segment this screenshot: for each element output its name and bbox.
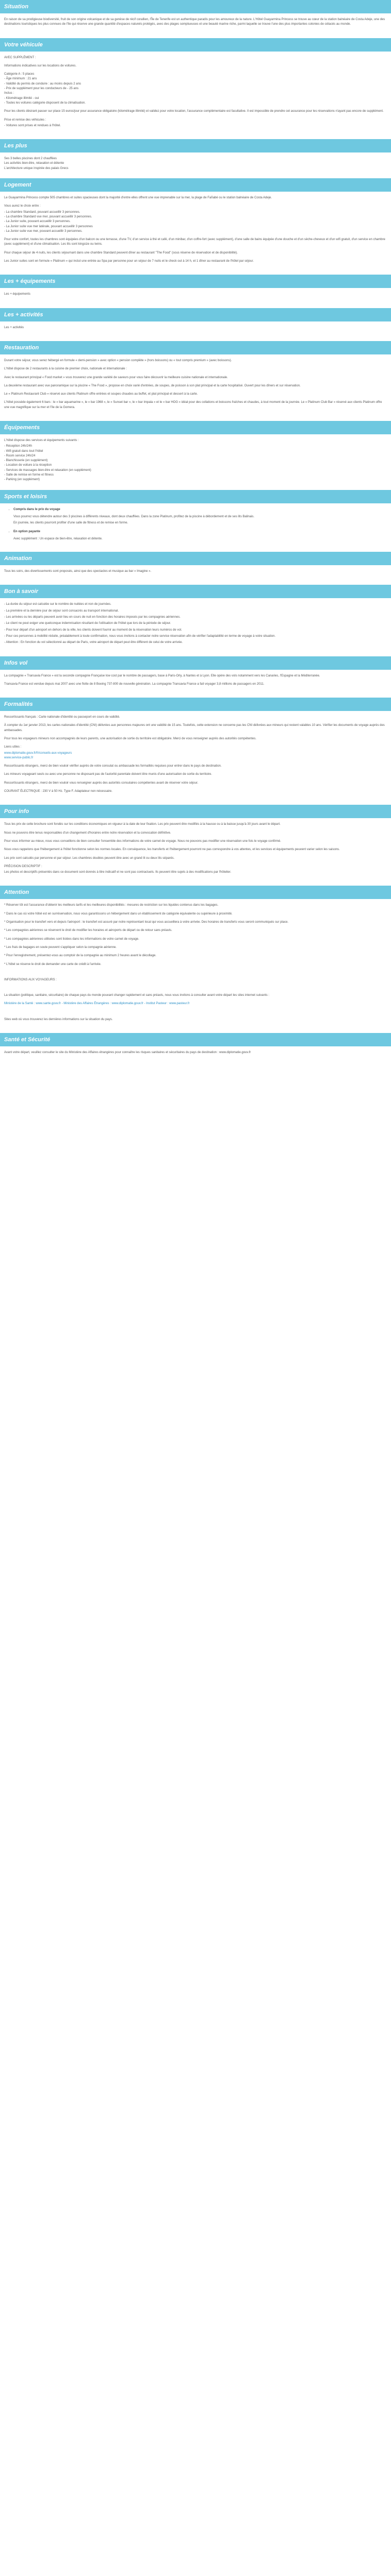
- restauration-paragraph: Le « Platinum Restaurant Club » réservé aux clients Platinum offre entrées et soupes chaudes au buffet, et plat principal et dessert à la carte.: [4, 393, 198, 396]
- section-animation: [0, 552, 391, 585]
- formalites-paragraph: Les mineurs voyageant seuls ou avec une personne ne disposant pas de l'autorité parentale doivent être munis d'une autorisation de sortie du territoire.: [4, 773, 212, 776]
- vehicule-paragraph: Prise et remise des véhicules :: [4, 118, 46, 122]
- section-title: Infos vol: [0, 656, 391, 670]
- formalites-paragraph: Ressortissants étrangers, merci de bien vouloir vérifier auprès de votre consulat ou ambassade les formalités requises pour entrer dans le pays de destination.: [4, 765, 222, 768]
- vehicule-paragraph: Pour les clients désirant passer sur place 15 euros/jour pour assurance obligatoire (kilométrage illimité) et validez pour votre location, l'assurance complémentaire est facultative. Il est impossible de prendre cet assurance pour les réservations n'ayant pas encore de supplément.: [4, 110, 384, 113]
- vehicule-paragraph: - Voitures sont prises et rendues à l'hôtel.: [4, 124, 61, 127]
- vehicule-line: - Validité du permis de conduire : au moins depuis 2 ans: [4, 82, 81, 86]
- attention-paragraph: * Organisation pour le transfert vers et depuis l'aéroport : le transfert est assuré par notre représentant local qui vous accueillera à votre arrivée. Des horaires de transferts vous seront communiqués sur place.: [4, 921, 289, 924]
- equip-item: - Salle de remise en forme et fitness: [4, 473, 54, 477]
- logement-paragraph: Le Guayarmina Princess compte 505 chambres et suites spacieuses dont la majorité d'entre elles offrent une vue imprenable sur la mer, la plage de Fañabé ou le station balnéaire de Costa Adeje.: [4, 196, 272, 200]
- section-title: Logement: [0, 178, 391, 192]
- sante-paragraph: Avant votre départ, veuillez consulter le site du Ministère des Affaires étrangères pour connaître les risques sanitaires et sécuritaires du pays de destination : www.diplomatie.gouv.fr: [4, 1051, 251, 1055]
- section-plus-activites: [0, 308, 391, 341]
- pourinfo-paragraph: Nous vous rappelons que l'hébergement à l'hôtel fonctionne selon les normes locales. En conséquence, les transferts et l'hébergement pourront ne pas correspondre à vos attentes, et les services et équipements peuvent varier selon les saisons.: [4, 848, 340, 852]
- logement-paragraph: Les Junior suites sont en formule « Platinum » qui inclut une entrée au Spa par personne pour un séjour de 7 nuits et le check out à 14 h, et 1 dîner au restaurant de l'hôtel par séjour.: [4, 260, 254, 263]
- sports-option-label: En option payante: [13, 530, 41, 533]
- section-title: Les plus: [0, 139, 391, 152]
- infos-paragraph: Transavia France est vendue depuis mai 2007 avec une flotte de 8 Boeing 737-800 de nouvelle génération. La compagnie Transavia France a fait voyager 3,8 millions de passagers en 2011.: [4, 682, 265, 686]
- section-title: Situation: [0, 0, 391, 13]
- vehicule-line: - Toutes les voitures catégorie disposent de la climatisation.: [4, 101, 86, 105]
- equipements-line: Les + équipements: [4, 293, 30, 296]
- logement-item: - La Junior suite vue mer latérale, pouvant accueillir 3 personnes: [4, 225, 93, 228]
- plus-line: Les activités bien-être, relaxation et détente: [4, 162, 64, 165]
- formalites-paragraph: COURANT ÉLECTRIQUE : 230 V à 50 Hz. Type F. Adaptateur non nécessaire.: [4, 790, 112, 793]
- vehicule-line: Catégorie A : 5 places: [4, 73, 35, 76]
- section-title: Formalités: [0, 698, 391, 711]
- formalites-link[interactable]: www.service-public.fr: [4, 756, 34, 759]
- attention-paragraph: * Les compagnies aériennes utilisées sont listées dans les informations de votre carnet de voyage.: [4, 937, 139, 941]
- section-title: Animation: [0, 552, 391, 565]
- attention-paragraph: * Réserver tôt est l'assurance d'obtenir les meilleurs tarifs et les meilleures disponibilités : mesures de restriction sur les liquides contenus dans les bagages.: [4, 904, 219, 907]
- section-title: Sports et loisirs: [0, 490, 391, 503]
- section-title: Bon à savoir: [0, 585, 391, 598]
- formalites-paragraph: Pour tous les voyageurs mineurs non accompagnés de leurs parents, une autorisation de sortie du territoire est obligatoire. Merci de vous renseigner auprès des autorités compétentes.: [4, 737, 256, 740]
- equip-item: - Services de massages bien-être et relaxation (en supplément): [4, 468, 91, 472]
- logement-paragraph: Pour votre confort, toutes les chambres sont équipées d'un balcon ou une terrasse, d'une TV, d'un service à thé et café, d'un minibar, d'un coffre-fort (avec supplément), d'une salle de bains équipée d'une douche et d'un sèche-cheveux et d'un wifi gratuit, d'un service en chambre (avec supplément) et d'une climatisation. Les lits sont kingsize ou twins.: [4, 238, 385, 246]
- equip-item: - Blanchisserie (en supplément): [4, 459, 48, 463]
- voyageurs-links[interactable]: Ministère de la Santé : www.sante.gouv.fr - Ministère des Affaires Étrangères : www.diplomatie.gouv.fr - Institut Pasteur : www.pasteur.fr: [4, 1002, 190, 1006]
- formalites-paragraph: À compter du 1er janvier 2013, les cartes nationales d'identité (CNI) délivrées aux personnes majeures ont une validité de 15 ans. Toutefois, cette extension ne concerne pas les CNI délivrées aux mineurs qui restent valables 10 ans. Vérifier les documents de voyage auprès des ambassades.: [4, 724, 385, 732]
- logement-item: - La chambre Standard vue mer, pouvant accueillir 3 personnes.: [4, 215, 92, 218]
- section-les-plus: [0, 139, 391, 178]
- logement-item: - La chambre Standard, pouvant accueillir 3 personnes.: [4, 210, 80, 214]
- voyageurs-lead: INFORMATIONS AUX VOYAGEURS :: [4, 978, 57, 981]
- sports-option-text: Avec supplément : Un espace de bien-être, relaxation et détente.: [13, 537, 103, 540]
- section-infos-vol: [0, 656, 391, 698]
- sports-list: [4, 507, 387, 541]
- section-restauration: [0, 341, 391, 421]
- attention-paragraph: * L'hôtel se réserve le droit de demander une carte de crédit à l'arrivée.: [4, 962, 102, 966]
- formalites-paragraph: Ressortissants français : Carte nationale d'identité ou passeport en cours de validité.: [4, 716, 120, 719]
- sports-included-text: En journée, les clients pourront profiter d'une salle de fitness et de remise en forme.: [13, 521, 128, 525]
- section-title: Votre véhicule: [0, 38, 391, 52]
- vehicule-intro: AVEC SUPPLÉMENT :: [4, 56, 36, 59]
- section-title: Attention: [0, 886, 391, 899]
- section-formalites: [0, 698, 391, 805]
- attention-paragraph: * Pour l'enregistrement, présentez-vous au comptoir de la compagnie au minimum 2 heures avant le décollage.: [4, 954, 156, 958]
- section-title: Équipements: [0, 421, 391, 434]
- equip-lead: L'hôtel dispose des services et équipements suivants :: [4, 438, 79, 442]
- infos-paragraph: La compagnie « Transavia France » est la seconde compagnie Française low cost par le nombre de passagers, base à Paris-Orly, à Nantes et à Lyon. Elle opère des vols notamment vers les Canaries, l'Espagne et la Méditerranée.: [4, 674, 320, 677]
- savoir-item: - Les arrivées ou les départs peuvent avoir lieu en cours de nuit en fonction des horaires imposés par les compagnies aériennes.: [4, 616, 181, 619]
- logement-item: - La Junior suite, pouvant accueillir 3 personnes.: [4, 220, 71, 224]
- savoir-item: - La première et la dernière jour de séjour sont consacrés au transport international.: [4, 609, 119, 613]
- formalites-link[interactable]: www.diplomatie.gouv.fr/fr/conseils-aux-voyageurs: [4, 751, 72, 755]
- equip-item: - Parking (en supplément): [4, 478, 40, 482]
- voyageurs-paragraph: Sites web où vous trouverez les dernières informations sur la situation du pays.: [4, 1018, 113, 1021]
- savoir-item: - La durée du séjour est calculée sur le nombre de nuitées et non de journées.: [4, 603, 111, 606]
- restauration-paragraph: L'hôtel possède également 6 bars : le « bar aquamarine », le « bar 1968 », le « Sunset bar », le « bar ímpala » et le « bar HOG » idéal pour des collations et boissons fraîches et chaudes, à tout moment de la journée. Le « Platinum Club Bar » réservé aux clients Platinum offre une vue magnifique sur la mer et l'île de la Gomera.: [4, 401, 382, 409]
- plus-line: L'architecture unique inspirée des palais Grecs: [4, 166, 69, 170]
- savoir-item: - Pour ces personnes à mobilité réduite, préalablement à toute confirmation, nous vous invitons à contacter notre service réservation afin de vérifier l'adaptabilité en terme de voyage à votre situation.: [4, 634, 276, 638]
- sports-option: [13, 530, 387, 542]
- equip-item: - Location de voiture à la réception: [4, 464, 52, 467]
- section-situation: [0, 0, 391, 38]
- section-vehicule: [0, 38, 391, 140]
- voyageurs-paragraph: La situation (politique, sanitaire, sécuritaire) de chaque pays du monde pouvant changer rapidement et sans préavis, nous vous invitons à consulter avant votre départ les sites internet suivants :: [4, 994, 269, 997]
- attention-paragraph: * Les frais de bagages en soute peuvent s'appliquer selon la compagnie aérienne.: [4, 945, 117, 949]
- section-title: Santé et Sécurité: [0, 1033, 391, 1046]
- sports-included: [13, 507, 387, 526]
- section-plus-equipements: [0, 275, 391, 308]
- vehicule-line: - Kilométrage illimité - oui: [4, 96, 39, 100]
- situation-text: En raison de sa prodigieuse biodiversité, fruit de son origine volcanique et de sa genèse de récif corallien, l'Île de Tenerife est un authentique paradis pour les amoureux de la nature. L'Hôtel Guayarmina Princess se trouve au cœur de la station balnéaire de Costa Adeje, une des destinations touristiques les plus connues de l'île qui réserve une grande quantité d'espaces naturels protégés, avec des plages somptueuses et une beauté marine riche, parmi laquelle se trouve l'une des plus importantes colonies de cétacés au monde.: [4, 18, 385, 26]
- attention-paragraph: * Dans le cas où votre hôtel est en surréservation, nous vous garantissons un hébergement dans un établissement de catégorie équivalente ou supérieure à proximité.: [4, 912, 233, 916]
- pourinfo-paragraph: PRÉCISION DESCRIPTIF :: [4, 865, 42, 868]
- savoir-item: - Pour leur départ d'un aéroport en dehors de la ville, les clients doivent fournir au moment de la réservation leurs numéros de vol.: [4, 628, 182, 632]
- plus-line: Ses 3 belles piscines dont 2 chauffées: [4, 157, 57, 161]
- section-title: Restauration: [0, 341, 391, 354]
- vehicule-note: Informations indicatives sur les locations de voitures.: [4, 64, 77, 67]
- activites-line: Les + activités: [4, 326, 24, 329]
- formalites-links-label: Liens utiles :: [4, 745, 22, 749]
- pourinfo-paragraph: Nous ne pouvons être tenus responsables d'un changement d'horaires entre notre réservation et la convocation définitive.: [4, 831, 171, 835]
- attention-paragraph: * Les compagnies aériennes se réservent le droit de modifier les horaires et aéroports de départ ou de retour sans préavis.: [4, 929, 172, 933]
- section-title: Les + activités: [0, 308, 391, 321]
- section-title: Les + équipements: [0, 275, 391, 288]
- savoir-item: - Le client ne peut exiger une quelconque indemnisation résultant de l'utilisation de l'hôtel que lors de la période de séjour.: [4, 622, 171, 625]
- section-attention: [0, 886, 391, 1033]
- restauration-paragraph: L'hôtel dispose de 2 restaurants à la cuisine de premier choix, nationale et internationale :: [4, 367, 127, 371]
- page: [0, 0, 391, 1066]
- section-pour-info: [0, 805, 391, 886]
- section-equipements: [0, 421, 391, 490]
- sports-included-text: Vous pourrez vous détendre autour des 3 piscines à différents niveaux, dont deux chauffées. Dans la zone Platinum, profitez de la piscine à débordement et de ses lits Balinais.: [13, 515, 255, 518]
- restauration-paragraph: Avec le restaurant principal « Food market » vous trouverez une grande variété de saveurs pour vous faire découvrir la meilleure cuisine nationale et internationale.: [4, 376, 228, 379]
- vehicule-line: - Prix de supplément pour les conducteurs de - 25 ans: [4, 87, 79, 91]
- equip-item: - Réception 24h/24h: [4, 445, 32, 448]
- vehicule-line: Inclus :: [4, 92, 14, 95]
- pourinfo-paragraph: Les prix sont calculés par personne et par séjour. Les chambres doubles peuvent être avec un grand lit ou deux lits séparés.: [4, 856, 175, 860]
- sports-included-label: Compris dans le prix du voyage: [13, 507, 60, 511]
- savoir-item: - Attention : En fonction du vol sélectionné au départ de Paris, votre aéroport de départ peut être différent de celui de votre arrivée.: [4, 641, 183, 645]
- restauration-paragraph: Durant votre séjour, vous serez hébergé en formule « demi-pension » avec option « pension complète » (hors boissons) ou « tout compris premium » (avec boissons).: [4, 359, 232, 362]
- logement-item: - La Junior suite vue mer, pouvant accueillir 3 personnes.: [4, 229, 83, 233]
- equip-item: - Wifi gratuit dans tout l'hôtel: [4, 449, 43, 453]
- pourinfo-paragraph: Les photos et descriptifs présentés dans ce document sont donnés à titre indicatif et ne sont pas contractuels. Ils peuvent être sujets à des modifications par l'hôtelier.: [4, 871, 232, 874]
- equip-item: - Room service 24h/24: [4, 454, 36, 457]
- formalites-paragraph: Ressortissants étrangers, merci de bien vouloir vous renseigner auprès des autorités consulaires compétentes avant de réserver votre séjour.: [4, 781, 199, 785]
- pourinfo-paragraph: Tous les prix de cette brochure sont fondés sur les conditions économiques en vigueur à la date de leur fixation. Les prix peuvent être modifiés à la hausse ou à la baisse jusqu'à 30 jours avant le départ.: [4, 823, 281, 826]
- section-logement: [0, 178, 391, 275]
- section-bon-a-savoir: [0, 585, 391, 656]
- pourinfo-paragraph: Pour vous informer au mieux, nous vous conseillons de bien consulter l'ensemble des informations de votre carnet de voyage. Nous ne pouvons pas modifier une réservation une fois le voyage confirmé.: [4, 839, 281, 843]
- logement-paragraph: Vous aurez le choix entre :: [4, 205, 41, 208]
- section-sante-securite: [0, 1033, 391, 1066]
- vehicule-line: - Âge minimum : 21 ans: [4, 77, 37, 81]
- restauration-paragraph: La deuxième restaurant avec vue panoramique sur la piscine « The Food », propose en choix varié d'entrées, de soupes, de poisson à son plat principal et la carte hospitalisé. Ouvert pour les dîners et sur réservation.: [4, 384, 301, 387]
- animation-text: Tous les soirs, des divertissements sont proposés, ainsi que des spectacles et musique au bar « Imagine ».: [4, 570, 152, 573]
- logement-paragraph: Pour chaque séjour de 4 nuits, les clients séjournant dans une chambre Standard peuvent dîner au restaurant "The Food" (sous réserve de réservation et de disponibilité).: [4, 251, 238, 255]
- section-title: Pour info: [0, 805, 391, 818]
- section-sports-loisirs: [0, 490, 391, 552]
